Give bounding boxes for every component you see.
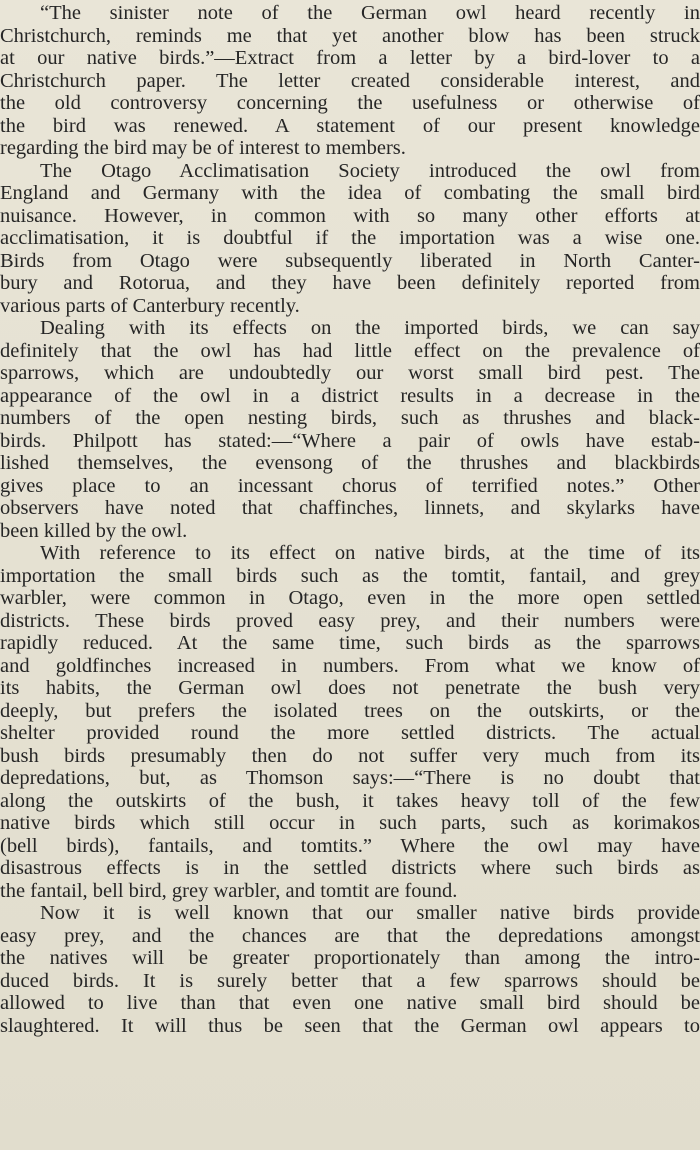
text-line: duced birds. It is surely better that a few sparrows should be — [0, 969, 700, 992]
text-line: numbers of the open nesting birds, such as thrushes and black- — [0, 407, 700, 429]
text-line: bury and Rotorua, and they have been definitely reported from — [0, 272, 700, 294]
text-line: observers have noted that chaffinches, linnets, and skylarks have — [0, 497, 700, 519]
text-line: (bell birds), fantails, and tomtits.” Where the owl may have — [0, 834, 700, 857]
text-line: sparrows, which are undoubtedly our worst small bird pest. The — [0, 362, 700, 384]
article-text — [0, 2, 700, 1037]
text-line: easy prey, and the chances are that the depredations amongst — [0, 924, 700, 947]
text-line: regarding the bird may be of interest to members. — [0, 137, 406, 159]
text-line: allowed to live than that even one native small bird should be — [0, 992, 700, 1014]
text-line: lished themselves, the evensong of the thrushes and blackbirds — [0, 452, 700, 474]
text-line: various parts of Canterbury recently. — [0, 294, 300, 317]
text-line: at our native birds.”—Extract from a letter by a bird-lover to a — [0, 47, 700, 69]
text-line: been killed by the owl. — [0, 519, 188, 542]
text-line: England and Germany with the idea of combating the small bird — [0, 182, 700, 204]
text-line: Birds from Otago were subsequently liberated in North Canter- — [0, 249, 700, 272]
text-line: “The sinister note of the German owl heard recently in — [40, 2, 700, 24]
text-line: gives place to an incessant chorus of terrified notes.” Other — [0, 474, 700, 497]
text-line: nuisance. However, in common with so many other efforts at — [0, 204, 700, 227]
text-line: Christchurch paper. The letter created considerable interest, and — [0, 69, 700, 92]
text-line: the fantail, bell bird, grey warbler, and tomtit are found. — [0, 879, 458, 902]
text-line: acclimatisation, it is doubtful if the importation was a wise one. — [0, 227, 700, 249]
text-line: along the outskirts of the bush, it takes heavy toll of the few — [0, 789, 700, 812]
text-line: the old controversy concerning the usefulness or otherwise of — [0, 92, 700, 114]
text-line: birds. Philpott has stated:—“Where a pair of owls have estab- — [0, 429, 700, 452]
text-line: Christchurch, reminds me that yet another blow has been struck — [0, 24, 700, 47]
text-line: shelter provided round the more settled districts. The actual — [0, 722, 700, 744]
text-line: rapidly reduced. At the same time, such birds as the sparrows — [0, 632, 700, 654]
text-line: warbler, were common in Otago, even in the more open settled — [0, 587, 700, 609]
text-line: its habits, the German owl does not penetrate the bush very — [0, 677, 700, 699]
text-line: native birds which still occur in such parts, such as korimakos — [0, 812, 700, 834]
text-line: depredations, but, as Thomson says:—“There is no doubt that — [0, 767, 700, 789]
text-line: the natives will be greater proportionately than among the intro- — [0, 947, 700, 969]
text-line: importation the small birds such as the tomtit, fantail, and grey — [0, 564, 700, 587]
text-line: the bird was renewed. A statement of our present knowledge — [0, 114, 700, 137]
text-line: and goldfinches increased in numbers. From what we know of — [0, 654, 700, 677]
text-line: deeply, but prefers the isolated trees on the outskirts, or the — [0, 699, 700, 722]
text-line: Dealing with its effects on the imported birds, we can say — [40, 317, 700, 339]
text-line: Now it is well known that our smaller native birds provide — [40, 902, 700, 924]
text-line: disastrous effects is in the settled districts where such birds as — [0, 857, 700, 879]
text-line: districts. These birds proved easy prey, and their numbers were — [0, 609, 700, 632]
text-line: slaughtered. It will thus be seen that the German owl appears to — [0, 1014, 700, 1037]
text-line: definitely that the owl has had little effect on the prevalence of — [0, 339, 700, 362]
text-line: The Otago Acclimatisation Society introduced the owl from — [40, 159, 700, 182]
text-line: With reference to its effect on native birds, at the time of its — [40, 542, 700, 564]
text-line: bush birds presumably then do not suffer very much from its — [0, 744, 700, 767]
text-line: appearance of the owl in a district results in a decrease in the — [0, 384, 700, 407]
